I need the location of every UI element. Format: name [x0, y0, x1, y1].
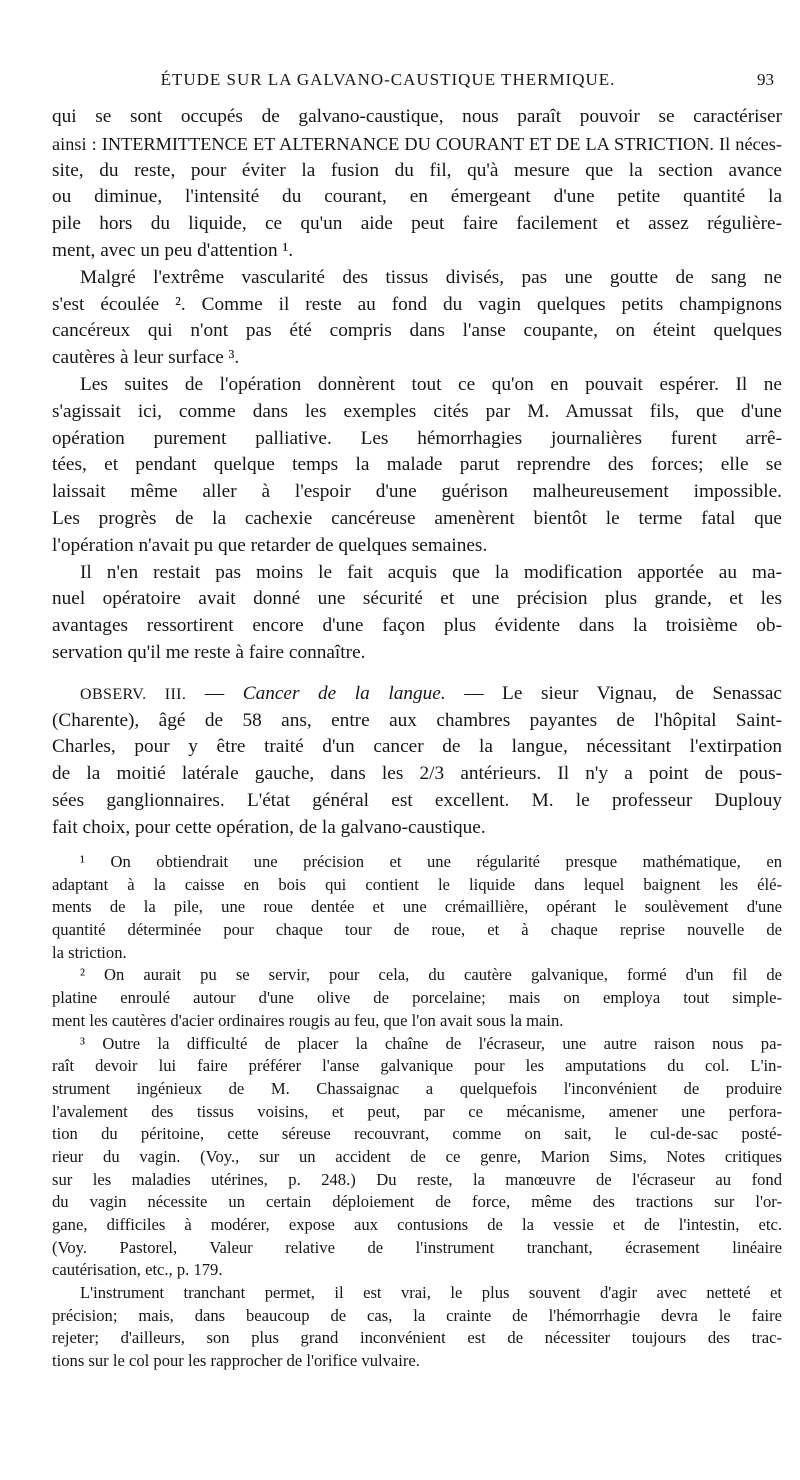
main-text: [0, 104, 782, 842]
footnote-line: la striction.: [52, 942, 127, 962]
footnote-line: tions sur le col pour les rapprocher de l'orifice vulvaire.: [52, 1351, 420, 1371]
observation-intro: — Le sieur Vignau, de Senassac: [464, 682, 782, 704]
section-spacer: [0, 667, 782, 681]
text-line: Il n'en restait pas moins le fait acquis que la modification apportée au ma-: [80, 561, 782, 583]
text-line: opération purement palliative. Les hémorrhagies journalières furent arrê-: [52, 427, 782, 449]
text-line: nuel opératoire avait donné une sécurité et une précision plus grande, et les: [52, 588, 782, 610]
footnote-line: sur les maladies utérines, p. 248.) Du reste, la manœuvre de l'écraseur au fond: [52, 1169, 782, 1189]
footnote-2: [0, 964, 782, 1032]
observation-heading-line: OBSERV. III. — Cancer de la langue. — Le sieur Vignau, de Senassac: [80, 682, 782, 704]
text-line: qui se sont occupés de galvano-caustique, nous paraît pouvoir se caractériser: [52, 106, 782, 127]
paragraph: [0, 372, 782, 560]
text-line: cautères à leur surface ³.: [52, 347, 240, 369]
footnote-line: tion du péritoine, cette séreuse recouvrant, comme on sait, le cul-de-sac posté-: [52, 1124, 782, 1144]
text-line: avantages ressortirent encore d'une façon plus évidente dans la troisième ob-: [52, 615, 782, 637]
footnote-line: rejeter; d'ailleurs, son plus grand inconvénient est de nécessiter toujours des trac-: [52, 1328, 782, 1348]
text-line: (Charente), âgé de 58 ans, entre aux chambres payantes de l'hôpital Saint-: [52, 709, 782, 731]
paragraph: [0, 265, 782, 372]
text-line: Les progrès de la cachexie cancéreuse amenèrent bientôt le terme fatal que: [52, 507, 782, 529]
footnote-3: [0, 1033, 782, 1283]
text-line: ou diminue, l'intensité du courant, en émergeant d'une petite quantité la: [52, 186, 782, 208]
text-line: Les suites de l'opération donnèrent tout ce qu'on en pouvait espérer. Il ne: [80, 373, 782, 395]
footnote-line: ments de la pile, une roue dentée et une crémaillière, opérant le soulèvement d'une: [52, 897, 782, 917]
text-line: tées, et pendant quelque temps la malade parut reprendre des forces; elle se: [52, 454, 782, 476]
text-line: ment, avec un peu d'attention ¹.: [52, 239, 294, 261]
observation-label: OBSERV. III.: [80, 685, 187, 703]
text-line: ainsi : INTERMITTENCE ET ALTERNANCE DU COURANT ET DE LA STRICTION. Il néces-: [52, 133, 782, 154]
footnote-line: l'avalement des tissus voisins, et peut, par ce mécanisme, amener une perfora-: [52, 1101, 782, 1121]
observation-paragraph: [0, 681, 782, 842]
paragraph: [0, 104, 782, 265]
paragraph: [0, 560, 782, 667]
text-line: cancéreux qui n'ont pas été compris dans l'anse coupante, on éteint quelques: [52, 320, 782, 342]
footnote-line: du vagin nécessite un certain déploiement de force, même des tractions sur l'or-: [52, 1192, 782, 1212]
text-line: laissait même aller à l'espoir d'une guérison malheureusement impossible.: [52, 481, 782, 503]
observation-title: Cancer de la langue.: [242, 682, 446, 704]
footnote-line: précision; mais, dans beaucoup de cas, la crainte de l'hémorrhagie devra le faire: [52, 1305, 782, 1325]
text-line: s'est écoulée ². Comme il reste au fond du vagin quelques petits champignons: [52, 293, 782, 315]
footnote-line: adaptant à la caisse en bois qui contient le liquide dans lequel baignent les élé-: [52, 874, 782, 894]
text-line: pile hors du liquide, ce qu'un aide peut faire facilement et assez régulière-: [52, 213, 782, 235]
footnote-line: platine enroulé autour d'une olive de porcelaine; mais on employa tout simple-: [52, 988, 782, 1008]
footnote-line: L'instrument tranchant permet, il est vrai, le plus souvent d'agir avec netteté et: [80, 1283, 782, 1303]
text-line: l'opération n'avait pu que retarder de quelques semaines.: [52, 534, 488, 556]
text-line: s'agissait ici, comme dans les exemples cités par M. Amussat fils, que d'une: [52, 400, 782, 422]
text-line: Malgré l'extrême vascularité des tissus divisés, pas une goutte de sang ne: [80, 266, 782, 288]
footnote-line: cautérisation, etc., p. 179.: [52, 1260, 223, 1280]
footnote-line: strument ingénieux de M. Chassaignac a quelquefois l'inconvénient de produire: [52, 1078, 782, 1098]
text-line: Charles, pour y être traité d'un cancer de la langue, nécessitant l'extirpation: [52, 736, 782, 758]
text-line: de la moitié latérale gauche, dans les 2/3 antérieurs. Il n'y a point de pous-: [52, 763, 782, 785]
footnote-line: gane, difficiles à modérer, expose aux contusions de la vessie et de l'intestin, etc.: [52, 1215, 782, 1234]
page-number: 93: [757, 70, 774, 89]
footnote-3-continued: [0, 1282, 782, 1373]
footnote-line: raît devoir lui faire préférer l'anse galvanique pour les amputations du col. L'in-: [52, 1056, 782, 1076]
text-line: servation qu'il me reste à faire connaître.: [52, 641, 366, 663]
footnote-line: ³ Outre la difficulté de placer la chaîne de l'écraseur, une autre raison nous pa-: [80, 1033, 782, 1053]
text-line: site, du reste, pour éviter la fusion du fil, qu'à mesure que la section avance: [52, 159, 782, 181]
text-line: fait choix, pour cette opération, de la galvano-caustique.: [52, 816, 486, 838]
text-line: sées ganglionnaires. L'état général est excellent. M. le professeur Duplouy: [52, 789, 782, 811]
footnote-line: (Voy. Pastorel, Valeur relative de l'instrument tranchant, écrasement linéaire: [52, 1237, 782, 1257]
footnote-1: [0, 851, 782, 964]
footnote-line: rieur du vagin. (Voy., sur un accident de ce genre, Marion Sims, Notes critiques: [52, 1146, 782, 1166]
footnote-line: quantité déterminée pour chaque tour de roue, et à chaque reprise nouvelle de: [52, 920, 782, 940]
footnote-line: ¹ On obtiendrait une précision et une régularité presque mathématique, en: [80, 852, 782, 871]
footnotes: [0, 851, 782, 1373]
running-title: ÉTUDE SUR LA GALVANO-CAUSTIQUE THERMIQUE.: [160, 70, 616, 89]
footnote-line: ment les cautères d'acier ordinaires rougis au feu, que l'on avait sous la main.: [52, 1010, 564, 1030]
footnote-line: ² On aurait pu se servir, pour cela, du cautère galvanique, formé d'un fil de: [80, 965, 782, 985]
